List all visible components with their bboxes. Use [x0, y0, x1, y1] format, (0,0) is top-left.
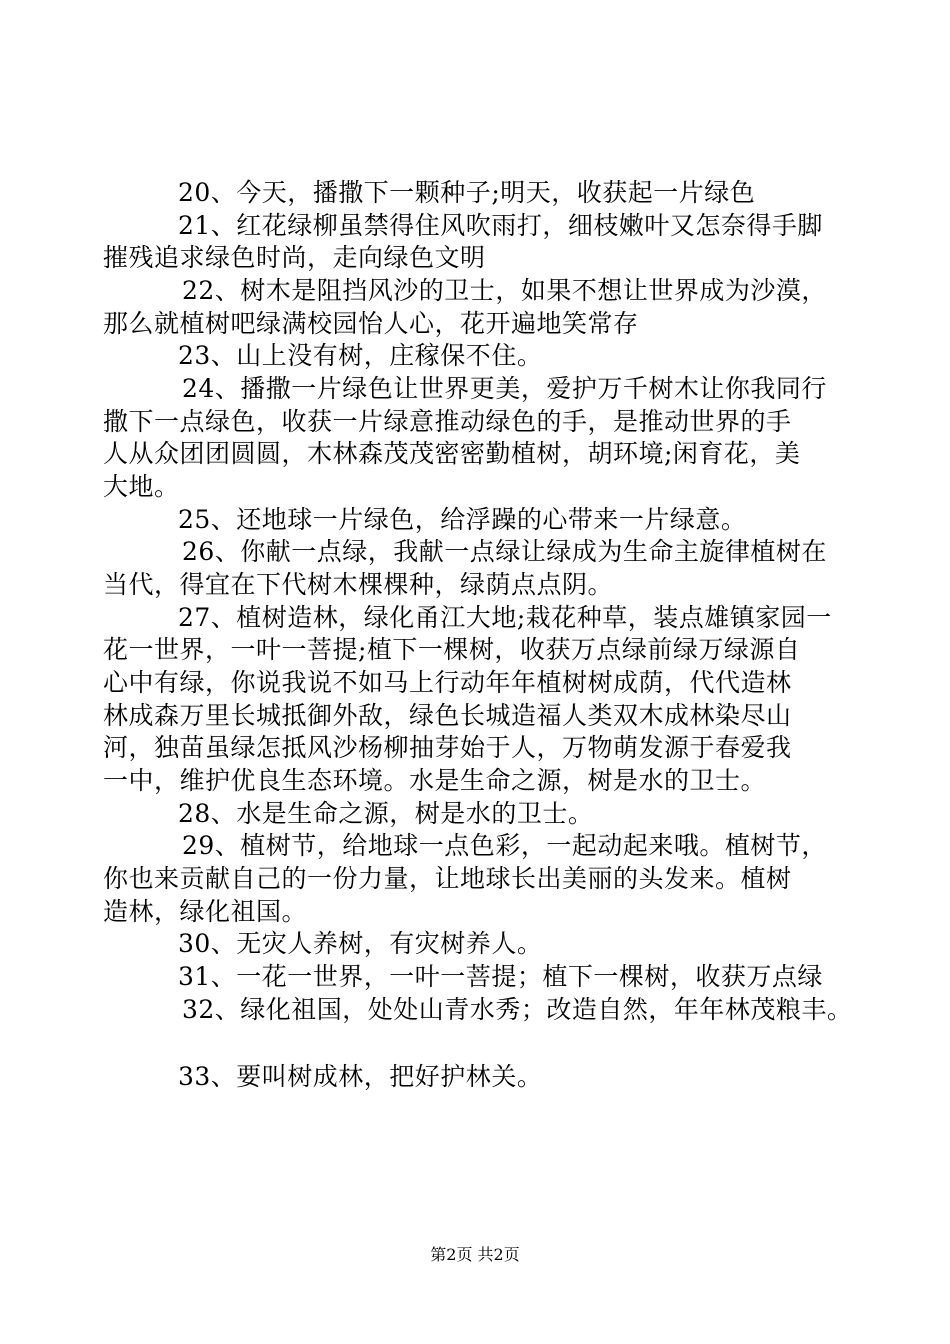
text-line-15: 花一世界，一叶一菩提;植下一棵树，收获万点绿前绿万绿源自: [103, 635, 801, 664]
text-line-7: 24、播撒一片绿色让世界更美，爱护万千树木让你我同行: [182, 374, 827, 403]
text-line-8: 撒下一点绿色，收获一片绿意推动绿色的手，是推动世界的手: [103, 407, 792, 436]
text-line-16: 心中有绿，你说我说不如马上行动年年植树树成荫，代代造林: [103, 668, 792, 697]
text-line-18: 河，独苗虽绿怎抵风沙杨柳抽芽始于人，万物萌发源于春爱我: [103, 733, 792, 762]
text-line-5: 那么就植树吧绿满校园怡人心，花开遍地笑常存: [103, 309, 639, 338]
text-line-12: 26、你献一点绿，我献一点绿让绿成为生命主旋律植树在: [182, 537, 827, 566]
text-line-25: 31、一花一世界，一叶一菩提；植下一棵树，收获万点绿: [178, 962, 823, 991]
text-line-9: 人从众团团圆圆，木林森茂茂密密勤植树，胡环境;闲育花，美: [103, 439, 801, 468]
text-line-24: 30、无灾人养树，有灾树养人。: [178, 929, 543, 958]
text-line-10: 大地。: [103, 472, 180, 501]
text-line-17: 林成森万里长城抵御外敌，绿色长城造福人类双木成林染尽山: [103, 701, 792, 730]
text-line-26: 32、绿化祖国，处处山青水秀；改造自然，年年林茂粮丰。: [182, 995, 853, 1024]
text-line-11: 25、还地球一片绿色，给浮躁的心带来一片绿意。: [178, 505, 747, 534]
text-line-1: 20、今天，播撒下一颗种子;明天，收获起一片绿色: [178, 178, 756, 207]
text-line-14: 27、植树造林，绿化甬江大地;栽花种草，装点雄镇家园一: [178, 603, 832, 632]
text-line-23: 造林，绿化祖国。: [103, 897, 308, 926]
page-number-footer: 第2页 共2页: [430, 1245, 520, 1264]
text-line-22: 你也来贡献自己的一份力量，让地球长出美丽的头发来。植树: [103, 864, 792, 893]
text-line-20: 28、水是生命之源，树是水的卫士。: [178, 799, 594, 828]
text-line-3: 摧残追求绿色时尚，走向绿色文明: [103, 243, 486, 272]
text-line-2: 21、红花绿柳虽禁得住风吹雨打，细枝嫩叶又怎奈得手脚: [178, 211, 823, 240]
text-line-13: 当代，得宜在下代树木棵棵种，绿荫点点阴。: [103, 570, 614, 599]
text-line-6: 23、山上没有树，庄稼保不住。: [178, 341, 543, 370]
text-line-4: 22、树木是阻挡风沙的卫士，如果不想让世界成为沙漠，: [182, 276, 827, 305]
text-line-19: 一中，维护优良生态环境。水是生命之源，树是水的卫士。: [103, 766, 767, 795]
text-line-21: 29、植树节，给地球一点色彩，一起动起来哦。植树节，: [182, 831, 827, 860]
text-line-27: 33、要叫树成林，把好护林关。: [178, 1062, 543, 1091]
